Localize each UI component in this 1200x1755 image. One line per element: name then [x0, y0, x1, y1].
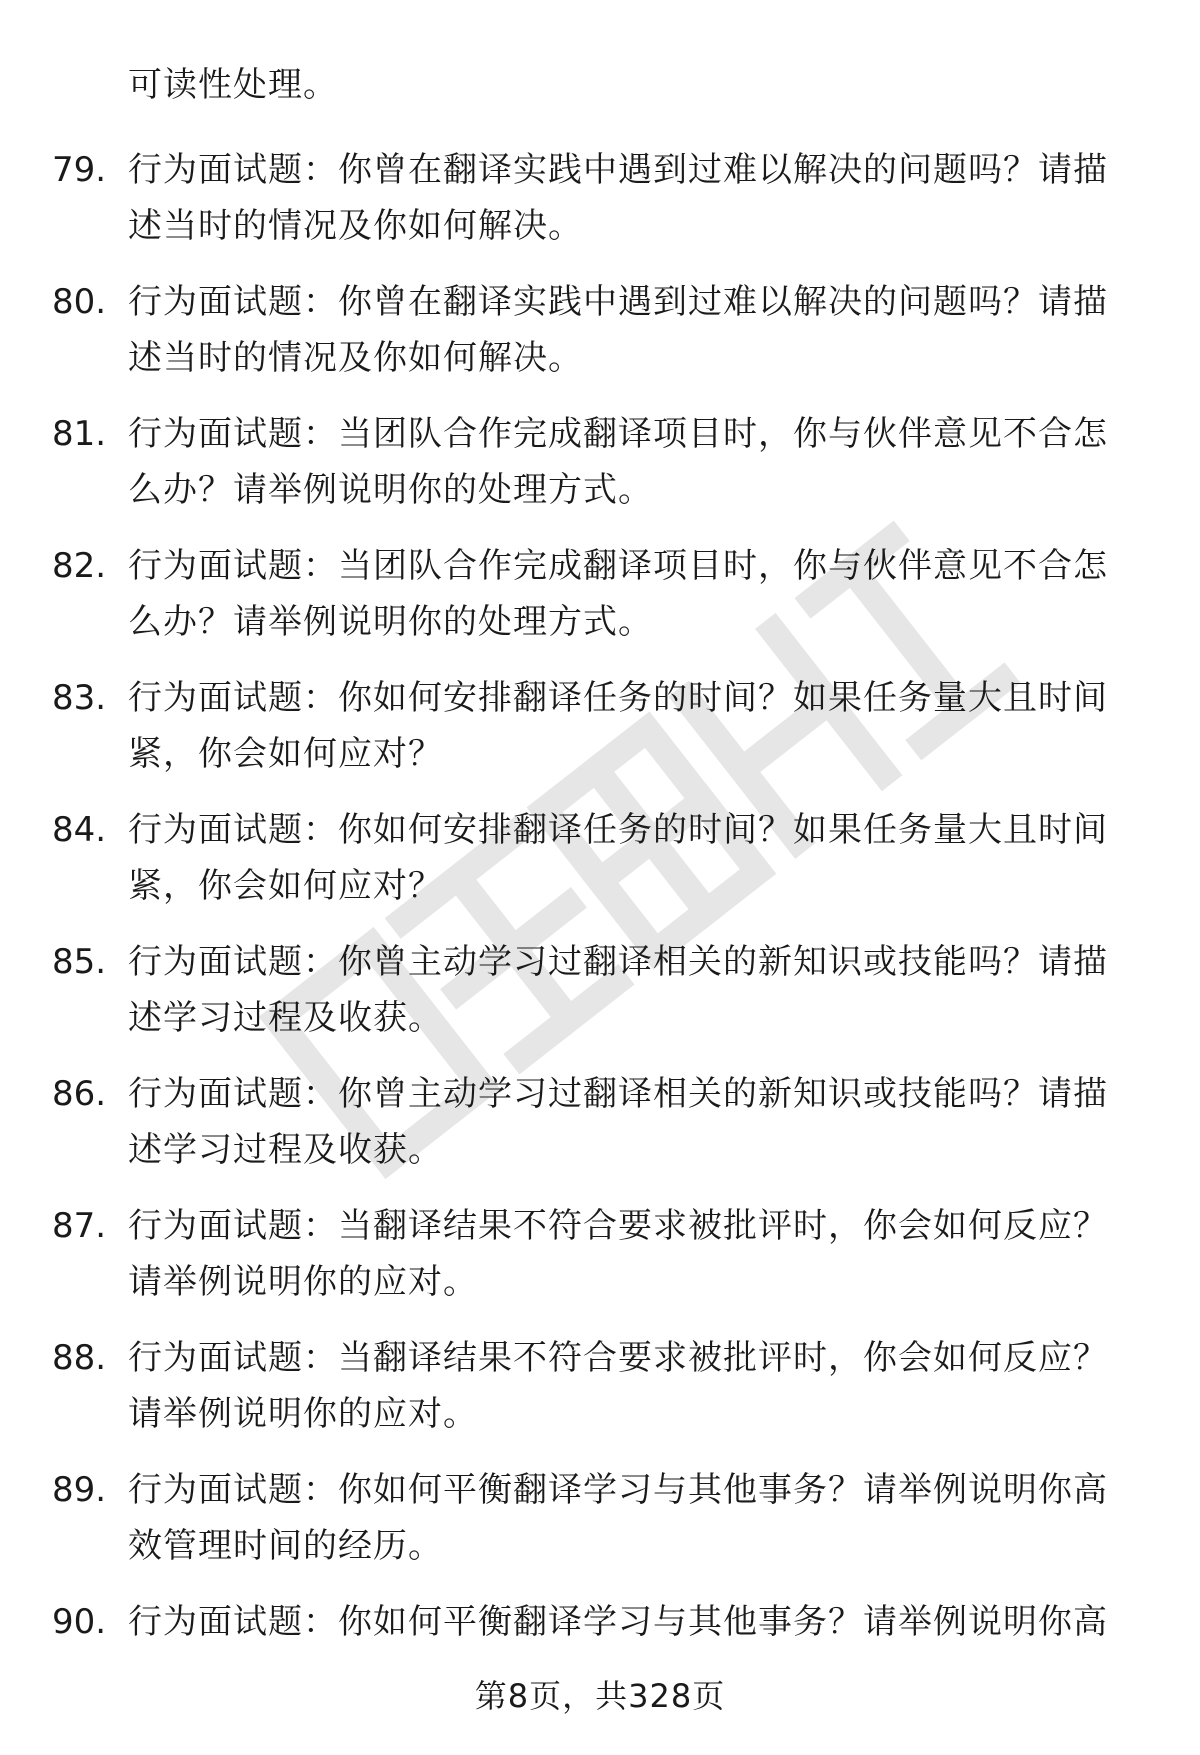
- list-item: [0, 1066, 1200, 1198]
- question-number: 85.: [52, 942, 107, 982]
- list-item: [0, 406, 1200, 538]
- question-line: 紧，你会如何应对？: [128, 866, 443, 906]
- question-text: [128, 1594, 1138, 1650]
- question-line: 述当时的情况及你如何解决。: [128, 206, 583, 246]
- question-line: 请举例说明你的应对。: [128, 1394, 478, 1434]
- question-line: 述学习过程及收获。: [128, 1130, 443, 1170]
- list-item: [0, 670, 1200, 802]
- question-text: [128, 406, 1138, 518]
- list-item: [0, 1198, 1200, 1330]
- list-item: [0, 142, 1200, 274]
- question-line: 行为面试题：当团队合作完成翻译项目时，你与伙伴意见不合怎: [128, 546, 1108, 586]
- question-text: [128, 142, 1138, 254]
- question-number: 81.: [52, 414, 107, 454]
- question-text: [128, 1198, 1138, 1310]
- list-item: [0, 538, 1200, 670]
- question-line: 行为面试题：你曾在翻译实践中遇到过难以解决的问题吗？请描: [128, 282, 1108, 322]
- list-item: [0, 274, 1200, 406]
- question-number: 82.: [52, 546, 107, 586]
- question-line: 述当时的情况及你如何解决。: [128, 338, 583, 378]
- question-number: 86.: [52, 1074, 107, 1114]
- question-line: 效管理时间的经历。: [128, 1526, 443, 1566]
- question-line: 么办？请举例说明你的处理方式。: [128, 602, 653, 642]
- question-text: [128, 1462, 1138, 1574]
- question-text: [128, 1330, 1138, 1442]
- question-text: [128, 274, 1138, 386]
- question-number: 80.: [52, 282, 107, 322]
- question-line: 紧，你会如何应对？: [128, 734, 443, 774]
- list-item: [0, 934, 1200, 1066]
- question-line: 行为面试题：你如何安排翻译任务的时间？如果任务量大且时间: [128, 810, 1108, 850]
- question-text: [128, 802, 1138, 914]
- question-list: [0, 142, 1200, 1726]
- question-number: 88.: [52, 1338, 107, 1378]
- question-line: 行为面试题：你曾主动学习过翻译相关的新知识或技能吗？请描: [128, 942, 1108, 982]
- question-line: 述学习过程及收获。: [128, 998, 443, 1038]
- continued-text: 可读性处理。: [128, 65, 338, 105]
- list-item: [0, 802, 1200, 934]
- question-line: 行为面试题：你曾主动学习过翻译相关的新知识或技能吗？请描: [128, 1074, 1108, 1114]
- question-line: 行为面试题：你如何平衡翻译学习与其他事务？请举例说明你高: [128, 1602, 1108, 1642]
- question-line: 行为面试题：当翻译结果不符合要求被批评时，你会如何反应？: [128, 1206, 1108, 1246]
- question-number: 90.: [52, 1602, 107, 1642]
- question-number: 79.: [52, 150, 107, 190]
- question-line: 行为面试题：当翻译结果不符合要求被批评时，你会如何反应？: [128, 1338, 1108, 1378]
- question-line: 么办？请举例说明你的处理方式。: [128, 470, 653, 510]
- question-number: 84.: [52, 810, 107, 850]
- question-number: 87.: [52, 1206, 107, 1246]
- question-text: [128, 1066, 1138, 1178]
- list-item: [0, 1462, 1200, 1594]
- question-number: 83.: [52, 678, 107, 718]
- question-line: 行为面试题：你如何平衡翻译学习与其他事务？请举例说明你高: [128, 1470, 1108, 1510]
- list-item: [0, 1330, 1200, 1462]
- question-text: [128, 670, 1138, 782]
- question-text: [128, 934, 1138, 1046]
- page-footer: 第8页，共328页: [474, 1677, 726, 1715]
- question-number: 89.: [52, 1470, 107, 1510]
- question-line: 请举例说明你的应对。: [128, 1262, 478, 1302]
- question-line: 行为面试题：当团队合作完成翻译项目时，你与伙伴意见不合怎: [128, 414, 1108, 454]
- question-line: 行为面试题：你曾在翻译实践中遇到过难以解决的问题吗？请描: [128, 150, 1108, 190]
- question-text: [128, 538, 1138, 650]
- question-line: 行为面试题：你如何安排翻译任务的时间？如果任务量大且时间: [128, 678, 1108, 718]
